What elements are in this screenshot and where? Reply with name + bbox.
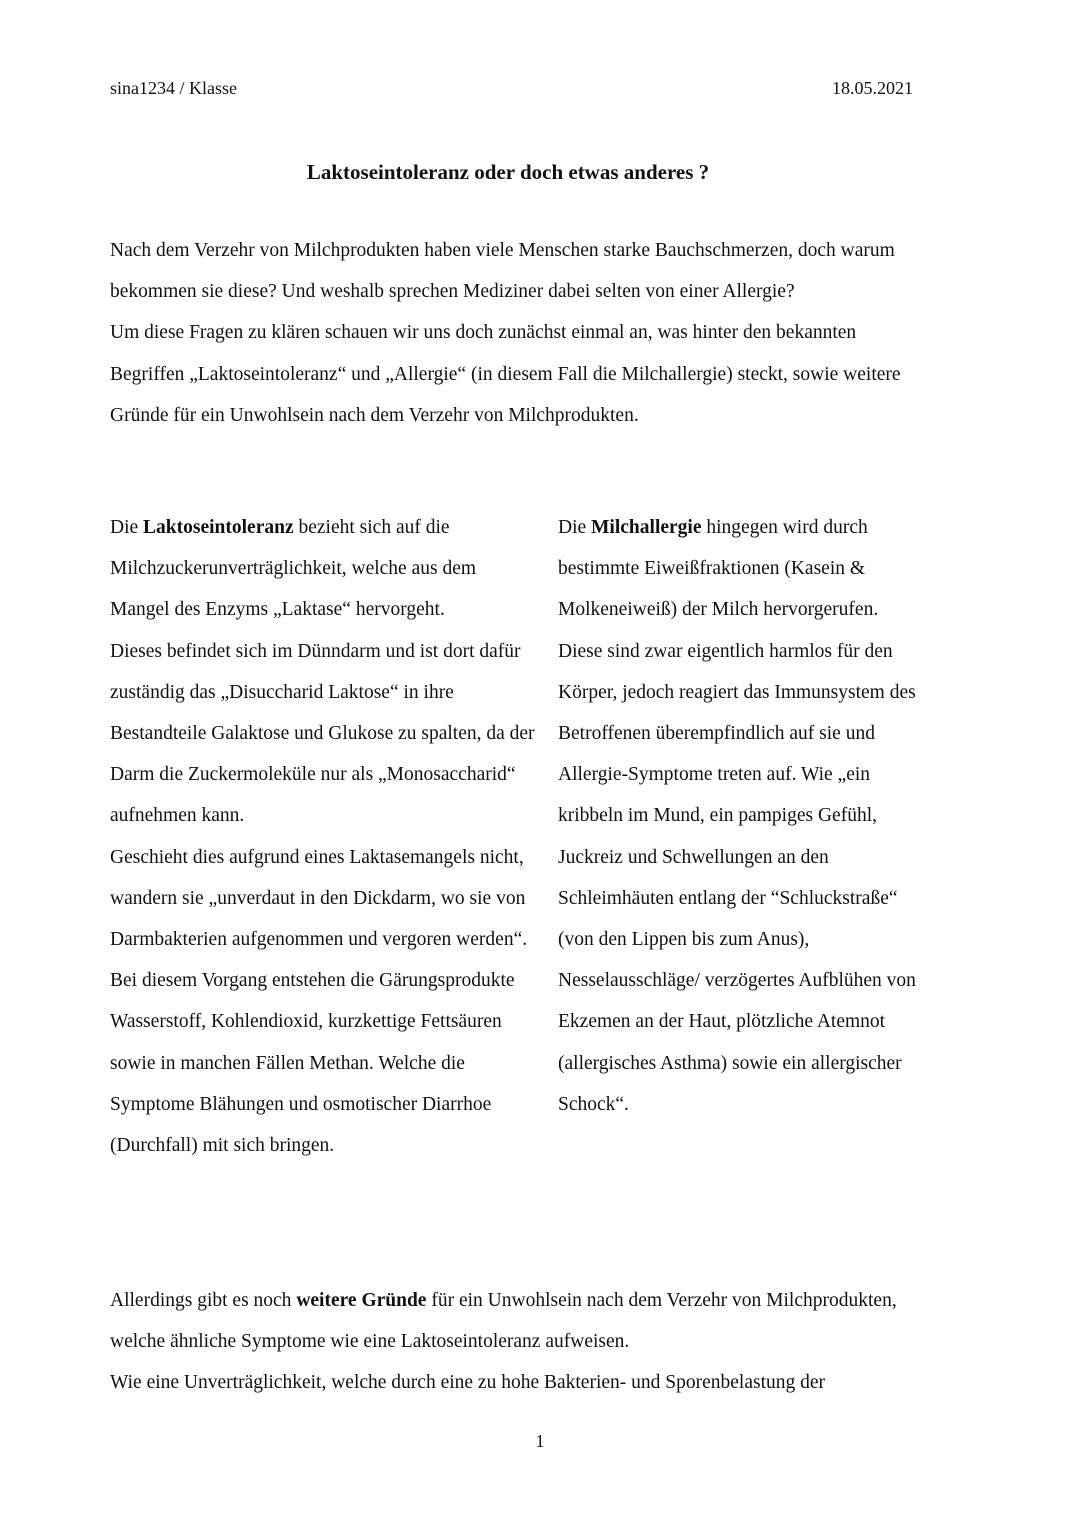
text-run: Die [558,517,592,538]
text-run: bezieht sich auf die Milchzuckerunverträglichkeit, welche aus dem Mangel des Enzyms „Laktase“ hervorgeht. [110,517,477,621]
right-column-paragraph [558,507,918,631]
left-column-paragraph: Geschieht dies aufgrund eines Laktasemangels nicht, wandern sie „unverdaut in den Dickdarm, wo sie von Darmbakterien aufgenommen und vergoren werden“. [110,846,528,951]
left-column-paragraph: Bei diesem Vorgang entstehen die Gärungsprodukte Wasserstoff, Kohlendioxid, kurzkettige Fettsäuren sowie in manchen Fällen Methan. Welche die Symptome Blähungen und osmotischer Diarrhoe (Durchfall) mit sich bringen. [110,970,515,1157]
header-date: 18.05.2021 [832,78,913,98]
document-title: Laktoseintoleranz oder doch etwas anderes ? [306,160,710,184]
intro-paragraph: Um diese Fragen zu klären schauen wir uns doch zunächst einmal an, was hinter den bekannten Begriffen „Laktoseintoleranz“ und „Allergie“ (in diesem Fall die Milchallergie) steckt, sowie weitere Gründe für ein Unwohlsein nach dem Verzehr von Milchprodukten. [110,322,901,426]
outro-paragraph: Wie eine Unverträglichkeit, welche durch eine zu hohe Bakterien- und Sporenbelastung der [110,1372,826,1394]
text-run: Allerdings gibt es noch [110,1290,297,1311]
left-column-lactose-intolerance [110,507,535,1166]
term-laktoseintoleranz: Laktoseintoleranz [143,517,294,538]
left-column-paragraph: Dieses befindet sich im Dünndarm und ist dort dafür zuständig das „Disuccharid Laktose“ in ihre Bestandteile Galaktose und Glukose zu spalten, da der Darm die Zuckermoleküle nur als „Monosaccharid“ aufnehmen kann. [110,640,535,827]
page-number: 1 [535,1431,545,1451]
outro-paragraph [110,1280,930,1362]
intro-section [110,230,910,436]
term-milchallergie: Milchallergie [591,517,702,538]
text-run: hingegen wird durch bestimmte Eiweißfraktionen (Kasein & Molkeneiweiß) der Milch hervorgerufen. [558,517,879,621]
right-column-milk-allergy [558,507,918,1125]
header-author: sina1234 / Klasse [110,78,237,98]
left-column-paragraph [110,507,535,631]
right-column-paragraph: Diese sind zwar eigentlich harmlos für den Körper, jedoch reagiert das Immunsystem des Betroffenen überempfindlich auf sie und Allergie-Symptome treten auf. Wie „ein kribbeln im Mund, ein pampiges Gefühl, Juckreiz und Schwellungen an den Schleimhäuten entlang der “Schluckstraße“ (von den Lippen bis zum Anus), Nesselausschläge/ verzögertes Aufblühen von Ekzemen an der Haut, plötzliche Atemnot (allergisches Asthma) sowie ein allergischer Schock“. [558,640,916,1115]
text-run: Die [110,517,144,538]
text-run: für ein Unwohlsein nach dem Verzehr von Milchprodukten, welche ähnliche Symptome wie eine Laktoseintoleranz aufweisen. [110,1290,897,1353]
intro-paragraph: Nach dem Verzehr von Milchprodukten haben viele Menschen starke Bauchschmerzen, doch warum bekommen sie diese? Und weshalb sprechen Mediziner dabei selten von einer Allergie? [110,240,895,303]
term-weitere-gruende: weitere Gründe [296,1290,427,1311]
outro-section [110,1280,930,1404]
